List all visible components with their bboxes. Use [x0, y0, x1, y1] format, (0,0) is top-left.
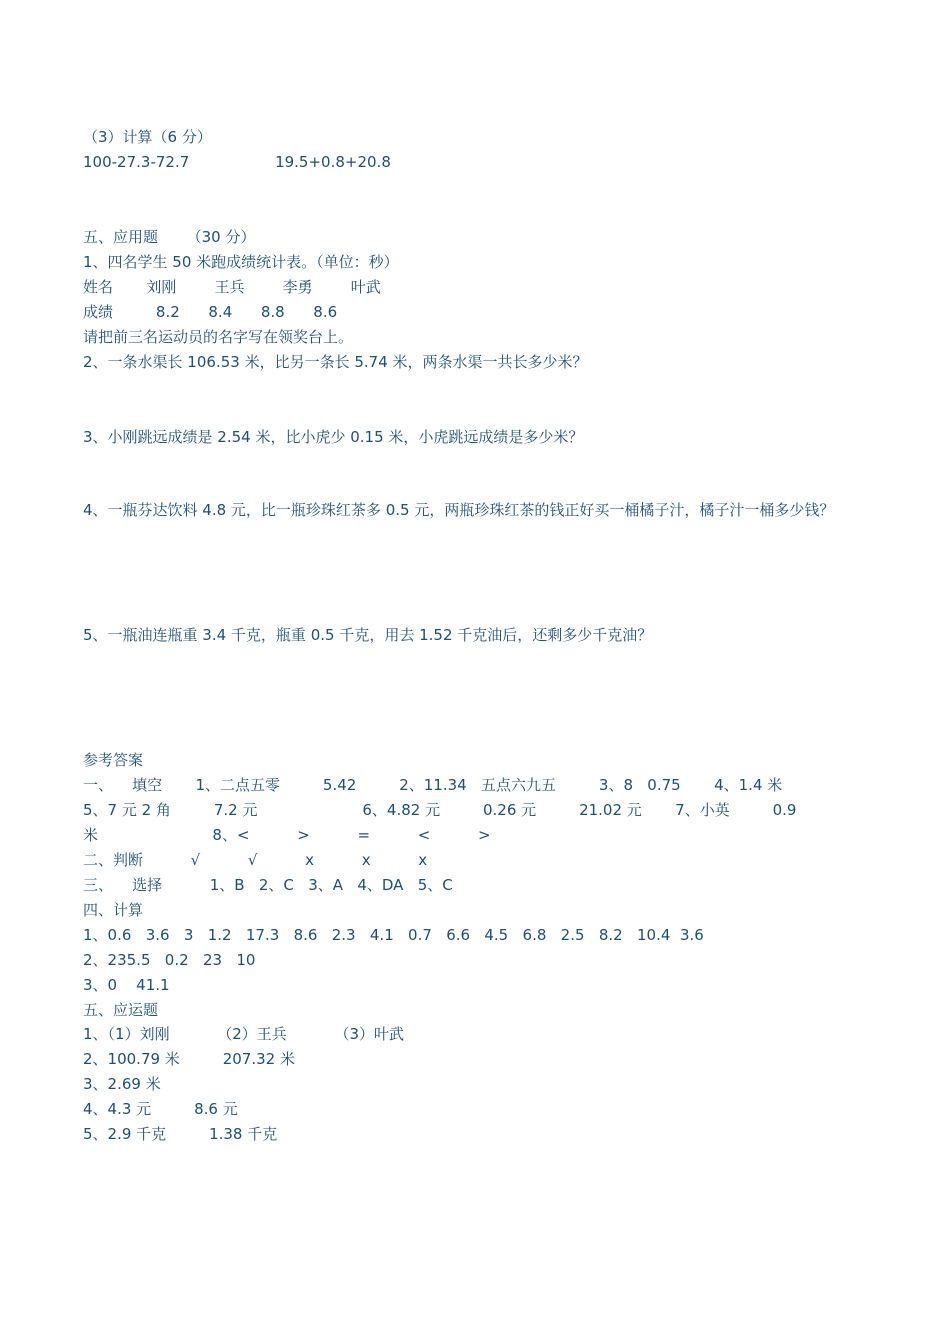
q1-table-header: 姓名 刘刚 王兵 李勇 叶武 — [83, 278, 381, 296]
answer-judge: 二、判断 √ √ x x x — [83, 851, 428, 869]
q1-instruction: 请把前三名运动员的名字写在领奖台上。 — [83, 328, 354, 346]
answer-fill-line-1: 一、 填空 1、二点五零 5.42 2、11.34 五点六九五 3、8 0.75 4、1.4 米 — [83, 776, 783, 794]
section5-heading: 五、应用题 （30 分） — [83, 228, 256, 246]
question-4: 4、一瓶芬达饮料 4.8 元，比一瓶珍珠红茶多 0.5 元，两瓶珍珠红茶的钱正好买一桶橘子汁，橘子汁一桶多少钱？ — [83, 501, 835, 519]
answer-app-5: 5、2.9 千克 1.38 千克 — [83, 1125, 278, 1143]
answer-app-2: 2、100.79 米 207.32 米 — [83, 1050, 295, 1068]
q1-table-scores: 成绩 8.2 8.4 8.8 8.6 — [83, 303, 338, 321]
answer-calc-1: 1、0.6 3.6 3 1.2 17.3 8.6 2.3 4.1 0.7 6.6 4.5 6.8 2.5 8.2 10.4 3.6 — [83, 926, 704, 944]
answer-calc-2: 2、235.5 0.2 23 10 — [83, 951, 256, 969]
answer-app-4: 4、4.3 元 8.6 元 — [83, 1100, 238, 1118]
answer-choice: 三、 选择 1、B 2、C 3、A 4、DA 5、C — [83, 876, 453, 894]
question-2: 2、一条水渠长 106.53 米，比另一条长 5.74 米，两条水渠一共长多少米？ — [83, 353, 588, 371]
question-1: 1、四名学生 50 米跑成绩统计表。（单位：秒） — [83, 253, 399, 271]
question-3: 3、小刚跳远成绩是 2.54 米，比小虎少 0.15 米，小虎跳远成绩是多少米？ — [83, 428, 584, 446]
answer-app-heading: 五、应运题 — [83, 1001, 159, 1019]
answers-heading: 参考答案 — [83, 751, 144, 769]
answer-fill-line-3: 米 8、< > = < > — [83, 826, 491, 844]
answer-app-1: 1、（1）刘刚 （2）王兵 （3）叶武 — [83, 1025, 405, 1043]
answer-app-3: 3、2.69 米 — [83, 1075, 161, 1093]
question-5: 5、一瓶油连瓶重 3.4 千克，瓶重 0.5 千克，用去 1.52 千克油后，还剩多少千克油？ — [83, 626, 653, 644]
calc3-expressions: 100-27.3-72.7 19.5+0.8+20.8 — [83, 153, 391, 171]
answer-fill-line-2: 5、7 元 2 角 7.2 元 6、4.82 元 0.26 元 21.02 元 7、小英 0.9 — [83, 801, 797, 819]
answer-calc-3: 3、0 41.1 — [83, 976, 170, 994]
answer-calc-heading: 四、计算 — [83, 901, 144, 919]
calc3-heading: （3）计算（6 分） — [83, 128, 212, 146]
